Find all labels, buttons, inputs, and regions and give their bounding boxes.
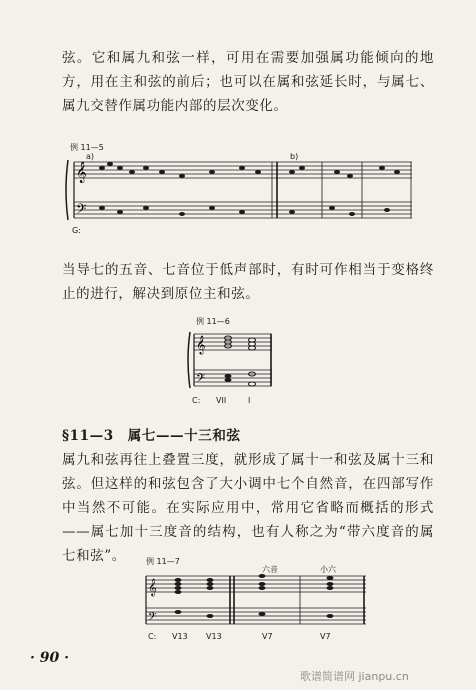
example-11-6-score [186, 326, 276, 396]
section-heading [62, 424, 434, 444]
example-11-7-roman-4: V7 [320, 632, 331, 641]
paragraph-1: 弦。它和属九和弦一样，可用在需要加强属功能倾向的地方，用在主和弦的前后；也可以在属和弦延长时，与属七、属九交替作属功能内部的层次变化。 [62, 50, 434, 114]
example-11-5-label: 例 11—5 [70, 143, 104, 152]
paragraph-2: 当导七的五音、七音位于低声部时，有时可作相当于变格终止的进行，解决到原位主和弦。 [62, 262, 434, 302]
example-11-5-key: G: [72, 226, 81, 235]
example-11-7-roman-3: V7 [262, 632, 273, 641]
svg-text:𝄞: 𝄞 [148, 578, 157, 596]
example-11-5-sub-b: b) [290, 152, 299, 161]
section-title: 属七——十三和弦 [127, 428, 241, 444]
example-11-7-roman-key: C: [148, 632, 157, 641]
example-11-5-score [62, 150, 422, 230]
svg-text:𝄞: 𝄞 [196, 335, 206, 354]
example-11-7-label: 例 11—7 [146, 557, 180, 566]
example-11-5-sub-a: a) [86, 152, 95, 161]
page-number: · 90 · [30, 650, 69, 666]
example-11-7-roman-2: V13 [206, 632, 222, 641]
svg-text:𝄢: 𝄢 [196, 372, 206, 388]
example-11-7-score [140, 570, 370, 632]
section-number: §11—3 [62, 428, 114, 444]
example-11-6-label: 例 11—6 [196, 317, 230, 326]
example-11-7-mark-2: 小六 [320, 565, 336, 574]
svg-text:𝄢: 𝄢 [76, 201, 87, 220]
svg-text:𝄞: 𝄞 [76, 162, 87, 183]
example-11-7-mark-1: 六音 [262, 565, 278, 574]
example-11-6-roman-key: C: [192, 396, 201, 405]
example-11-6-roman-2: I [248, 396, 251, 405]
example-11-6-roman-1: VII [216, 396, 227, 405]
site-watermark: 歌谱简谱网 jianpu.cn [300, 670, 409, 683]
example-11-7-roman-1: V13 [172, 632, 188, 641]
paragraph-3: 属九和弦再往上叠置三度，就形成了属十一和弦及属十三和弦。但这样的和弦包含了大小调中七个自然音，在四部写作中当然不可能。在实际应用中，常用它省略而概括的形式——属七加十三度音的结构，也有人称之为“带六度音的属七和弦”。 [62, 452, 434, 564]
svg-text:𝄢: 𝄢 [148, 611, 157, 626]
